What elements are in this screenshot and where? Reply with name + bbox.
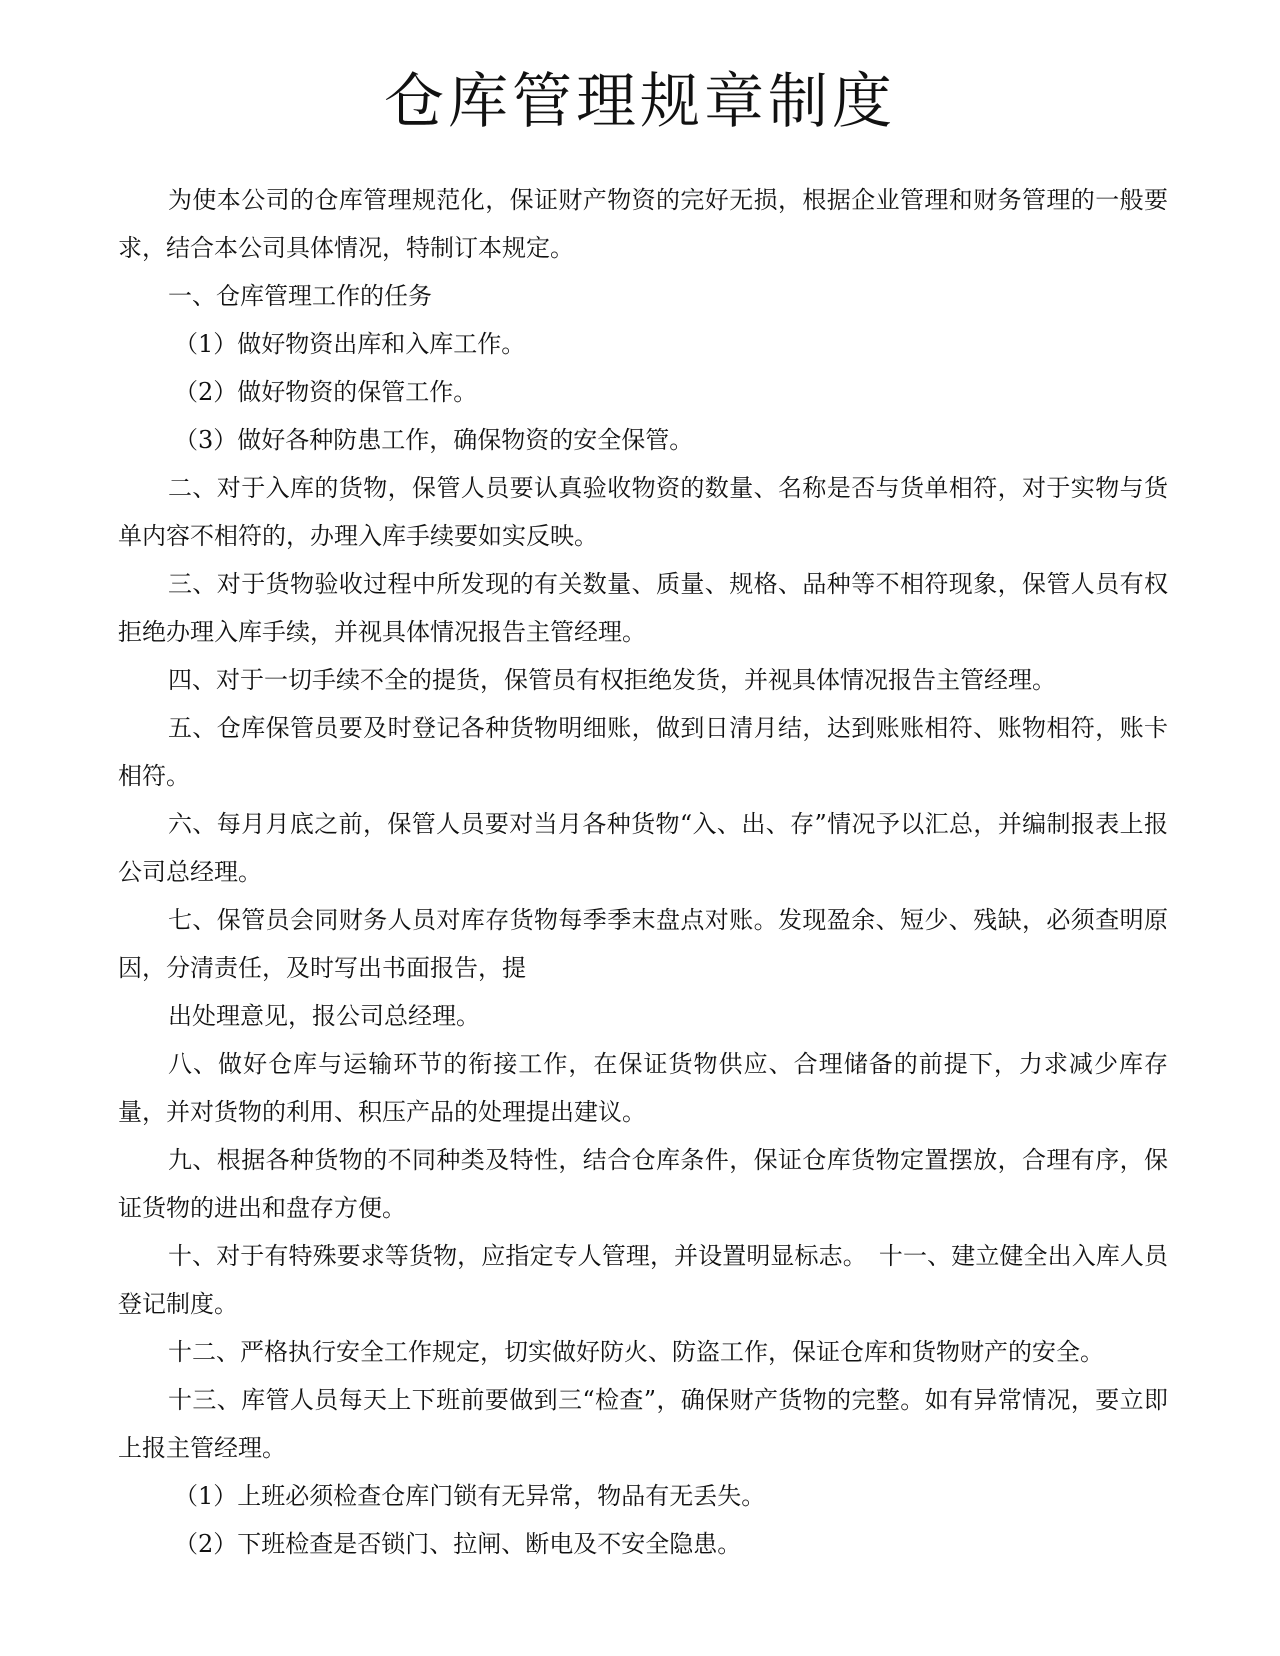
paragraph-section-4: 四、对于一切手续不全的提货，保管员有权拒绝发货，并视具体情况报告主管经理。 xyxy=(168,666,1056,694)
document-title: 仓库管理规章制度 xyxy=(384,67,896,137)
paragraph-section-3: 三、对于货物验收过程中所发现的有关数量、质量、规格、品种等不相符现象，保管人员有权拒绝办理入库手续，并视具体情况报告主管经理。 xyxy=(118,570,1168,646)
paragraph-section-12: 十二、严格执行安全工作规定，切实做好防火、防盗工作，保证仓库和货物财产的安全。 xyxy=(168,1338,1104,1366)
paragraph-section-7: 七、保管员会同财务人员对库存货物每季季末盘点对账。发现盈余、短少、残缺，必须查明原因，分清责任，及时写出书面报告，提 xyxy=(118,906,1168,982)
list-item: （3）做好各种防患工作，确保物资的安全保管。 xyxy=(174,426,694,454)
paragraph-section-5: 五、仓库保管员要及时登记各种货物明细账，做到日清月结，达到账账相符、账物相符，账卡相符。 xyxy=(118,714,1168,790)
paragraph-section-13: 十三、库管人员每天上下班前要做到三“检查”，确保财产货物的完整。如有异常情况，要立即上报主管经理。 xyxy=(118,1386,1168,1462)
list-item: （2）做好物资的保管工作。 xyxy=(174,378,478,406)
paragraph-intro: 为使本公司的仓库管理规范化，保证财产物资的完好无损，根据企业管理和财务管理的一般要求，结合本公司具体情况，特制订本规定。 xyxy=(118,186,1168,262)
list-item: （1）做好物资出库和入库工作。 xyxy=(174,330,526,358)
list-item: （2）下班检查是否锁门、拉闸、断电及不安全隐患。 xyxy=(174,1530,742,1558)
list-item: （1）上班必须检查仓库门锁有无异常，物品有无丢失。 xyxy=(174,1482,766,1510)
paragraph-section-6: 六、每月月底之前，保管人员要对当月各种货物“入、出、存”情况予以汇总，并编制报表上报公司总经理。 xyxy=(118,810,1168,886)
paragraph-section-7-continued: 出处理意见，报公司总经理。 xyxy=(168,1002,480,1030)
document-body xyxy=(118,176,1168,1568)
section-heading-1: 一、仓库管理工作的任务 xyxy=(168,282,432,310)
paragraph-section-10-11: 十、对于有特殊要求等货物，应指定专人管理，并设置明显标志。 十一、建立健全出入库人员登记制度。 xyxy=(118,1242,1168,1318)
paragraph-section-9: 九、根据各种货物的不同种类及特性，结合仓库条件，保证仓库货物定置摆放，合理有序，保证货物的进出和盘存方便。 xyxy=(118,1146,1168,1222)
paragraph-section-2: 二、对于入库的货物，保管人员要认真验收物资的数量、名称是否与货单相符，对于实物与货单内容不相符的，办理入库手续要如实反映。 xyxy=(118,474,1168,550)
paragraph-section-8: 八、做好仓库与运输环节的衔接工作，在保证货物供应、合理储备的前提下，力求减少库存量，并对货物的利用、积压产品的处理提出建议。 xyxy=(118,1050,1168,1126)
